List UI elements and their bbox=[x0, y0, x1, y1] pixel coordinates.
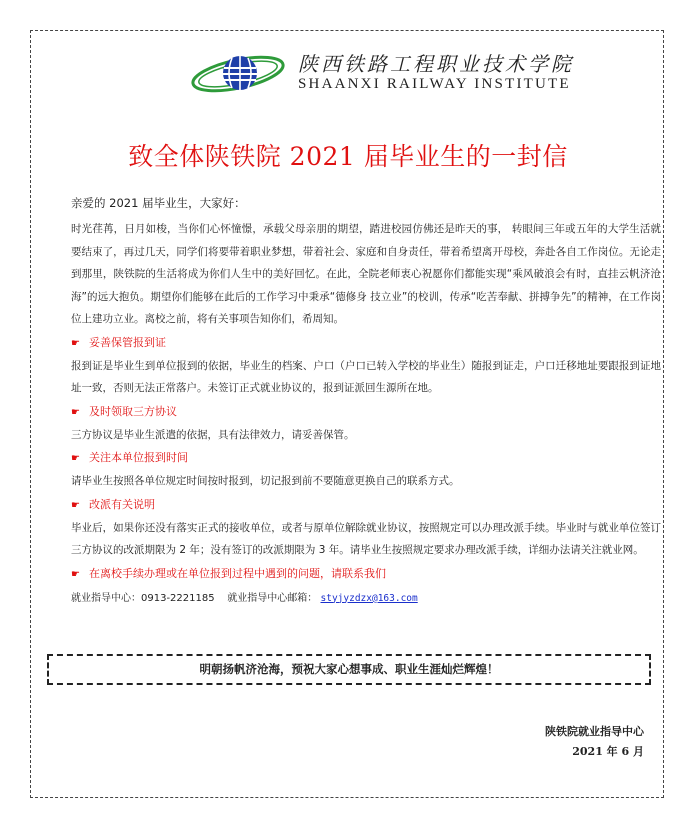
hand-pointer-icon: ☛ bbox=[71, 568, 80, 580]
signature-block bbox=[545, 722, 644, 762]
section-title: ☛ 及时领取三方协议 bbox=[71, 401, 661, 423]
contact-phone: 就业指导中心：0913-2221185 bbox=[71, 592, 215, 604]
contact-email-label: 就业指导中心邮箱： bbox=[227, 592, 318, 604]
hand-pointer-icon: ☛ bbox=[71, 499, 80, 511]
signature-date: 2021 年 6 月 bbox=[572, 745, 644, 758]
contact-email-link[interactable]: styjyzdzx@163.com bbox=[320, 592, 418, 604]
slogan-banner bbox=[47, 654, 651, 685]
hand-pointer-icon: ☛ bbox=[71, 453, 80, 464]
letter-body bbox=[71, 195, 661, 604]
section-title: ☛ 妥善保管报到证 bbox=[71, 332, 661, 354]
intro-paragraph: 时光荏苒，日月如梭，当你们心怀憧憬，承载父母亲朋的期望，踏进校园仿佛还是昨天的事， 转眼间三年或五年的大学生活就要结束了，再过几天，同学们将要带着职业梦想，带着社会、家庭和自身责任，带着希望离开母校，奔赴各自工作岗位。无论走到那里，陕铁院的生活将成为你们人生中的美好回忆。在此，全院老师衷心祝愿你们都能实现“乘风破浪会有时，直挂云帆济沧海”的远大抱负。期望你们能够在此后的工作学习中秉承“德修身 技立业”的校训，传承“吃苦奉献、拼搏争先”的精神，在工作岗位上建功立业。离校之前，将有关事项告知你们，希周知。 bbox=[71, 223, 661, 325]
greeting: 亲爱的 2021 届毕业生，大家好： bbox=[71, 196, 246, 210]
logo-globe-icon bbox=[190, 44, 286, 102]
section-title: ☛ 在离校手续办理或在单位报到过程中遇到的问题，请联系我们 bbox=[71, 563, 661, 585]
section-body: 报到证是毕业生到单位报到的依据，毕业生的档案、户口（户口已转入学校的毕业生）随报到证走，户口迁移地址要跟报到证地址一致，否则无法正常落户。未签订正式就业协议的，报到证派回生源所在地。 bbox=[71, 359, 661, 394]
section-body: 三方协议是毕业生派遣的依据，具有法律效力，请妥善保管。 bbox=[71, 428, 355, 441]
contact-line bbox=[71, 589, 661, 604]
school-name-cn: 陕西铁路工程职业技术学院 bbox=[298, 52, 574, 76]
section-body: 请毕业生按照各单位规定时间按时报到，切记报到前不要随意更换自己的联系方式。 bbox=[71, 475, 460, 487]
signature-org: 陕铁院就业指导中心 bbox=[545, 725, 644, 738]
letter-title: 致全体陕铁院 2021 届毕业生的一封信 bbox=[128, 142, 568, 171]
section-title: ☛ 关注本单位报到时间 bbox=[71, 447, 661, 469]
hand-pointer-icon: ☛ bbox=[71, 337, 80, 349]
slogan-text: 明朝扬帆济沧海，预祝大家心想事成、职业生涯灿烂辉煌！ bbox=[199, 662, 499, 676]
school-logo bbox=[190, 44, 574, 102]
section-title: ☛ 改派有关说明 bbox=[71, 494, 661, 516]
hand-pointer-icon: ☛ bbox=[71, 406, 80, 418]
school-name-en: SHAANXI RAILWAY INSTITUTE bbox=[298, 76, 571, 92]
section-body: 毕业后，如果你还没有落实正式的接收单位，或者与原单位解除就业协议，按照规定可以办理改派手续。毕业时与就业单位签订三方协议的改派期限为 2 年；没有签订的改派期限为 3 年。请毕业生按照规定要求办理改派手续，详细办法请关注就业网。 bbox=[71, 521, 661, 556]
